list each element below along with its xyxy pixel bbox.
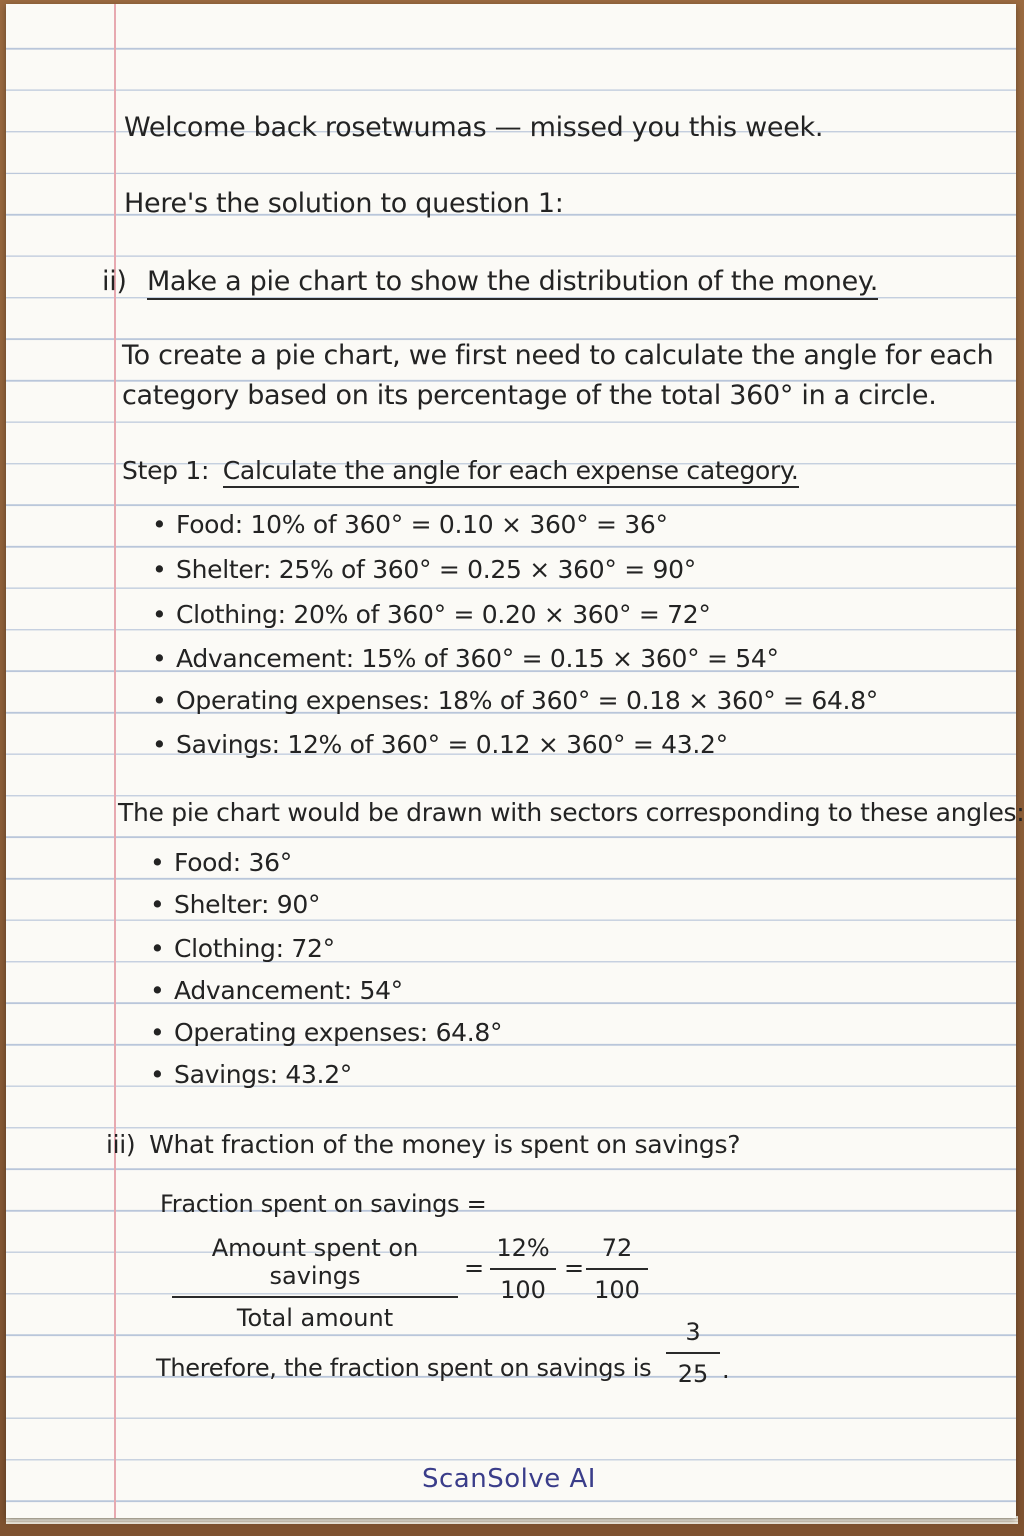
- explanation-line-2: category based on its percentage of the total 360° in a circle.: [122, 380, 937, 411]
- part-ii-heading: [102, 266, 878, 297]
- answer-denominator: 25: [677, 1360, 709, 1388]
- calc-item-clothing: • Clothing: 20% of 360° = 0.20 × 360° = 72°: [152, 600, 711, 629]
- explanation-line-1: To create a pie chart, we first need to calculate the angle for each: [122, 340, 994, 371]
- sector-item-clothing: • Clothing: 72°: [150, 934, 335, 963]
- fraction-72-over-100: [586, 1234, 648, 1304]
- fraction-amount-over-total: [172, 1234, 458, 1332]
- fraction-3-numerator: 72: [586, 1234, 648, 1270]
- answer-fraction: [666, 1318, 720, 1388]
- notebook-page: [6, 4, 1024, 1518]
- calc-item-shelter: • Shelter: 25% of 360° = 0.25 × 360° = 90°: [152, 555, 696, 584]
- fraction-1-denominator: Total amount: [236, 1304, 394, 1332]
- part-ii-label: ii): [102, 266, 127, 297]
- step-1-prefix: Step 1:: [122, 456, 210, 485]
- sector-item-advancement: • Advancement: 54°: [150, 976, 403, 1005]
- calc-item-food: • Food: 10% of 360° = 0.10 × 360° = 36°: [152, 510, 668, 539]
- answer-period: .: [722, 1356, 730, 1384]
- sector-item-operating: • Operating expenses: 64.8°: [150, 1018, 502, 1047]
- sector-item-savings: • Savings: 43.2°: [150, 1060, 352, 1089]
- margin-line: [114, 4, 116, 1518]
- part-ii-question: Make a pie chart to show the distribution of the money.: [147, 266, 878, 300]
- part-iii-question: What fraction of the money is spent on savings?: [149, 1130, 741, 1159]
- equals-sign-1: =: [464, 1254, 484, 1282]
- fraction-2-denominator: 100: [500, 1276, 546, 1304]
- step-1-heading: [122, 456, 799, 485]
- answer-numerator: 3: [666, 1318, 720, 1354]
- fraction-2-numerator: 12%: [490, 1234, 556, 1270]
- fraction-3-denominator: 100: [594, 1276, 640, 1304]
- brand-watermark: ScanSolve AI: [422, 1464, 596, 1494]
- fraction-percent-over-100: [490, 1234, 556, 1304]
- sectors-intro: The pie chart would be drawn with sectors corresponding to these angles:: [118, 798, 1024, 827]
- intro-line: Here's the solution to question 1:: [124, 188, 564, 219]
- part-iii-label: iii): [106, 1130, 136, 1159]
- step-1-title: Calculate the angle for each expense category.: [223, 456, 799, 488]
- calc-item-operating: • Operating expenses: 18% of 360° = 0.18 × 360° = 64.8°: [152, 686, 878, 715]
- fraction-1-numerator: Amount spent on savings: [172, 1234, 458, 1298]
- sector-item-shelter: • Shelter: 90°: [150, 890, 320, 919]
- calc-item-savings: • Savings: 12% of 360° = 0.12 × 360° = 43.2°: [152, 730, 728, 759]
- equals-sign-2: =: [564, 1254, 584, 1282]
- calc-item-advancement: • Advancement: 15% of 360° = 0.15 × 360° = 54°: [152, 644, 779, 673]
- fraction-heading: Fraction spent on savings =: [160, 1190, 487, 1218]
- sector-item-food: • Food: 36°: [150, 848, 292, 877]
- conclusion-text: Therefore, the fraction spent on savings is: [156, 1354, 652, 1382]
- greeting-line: Welcome back rosetwumas — missed you this week.: [124, 112, 824, 143]
- part-iii-heading: [106, 1130, 740, 1159]
